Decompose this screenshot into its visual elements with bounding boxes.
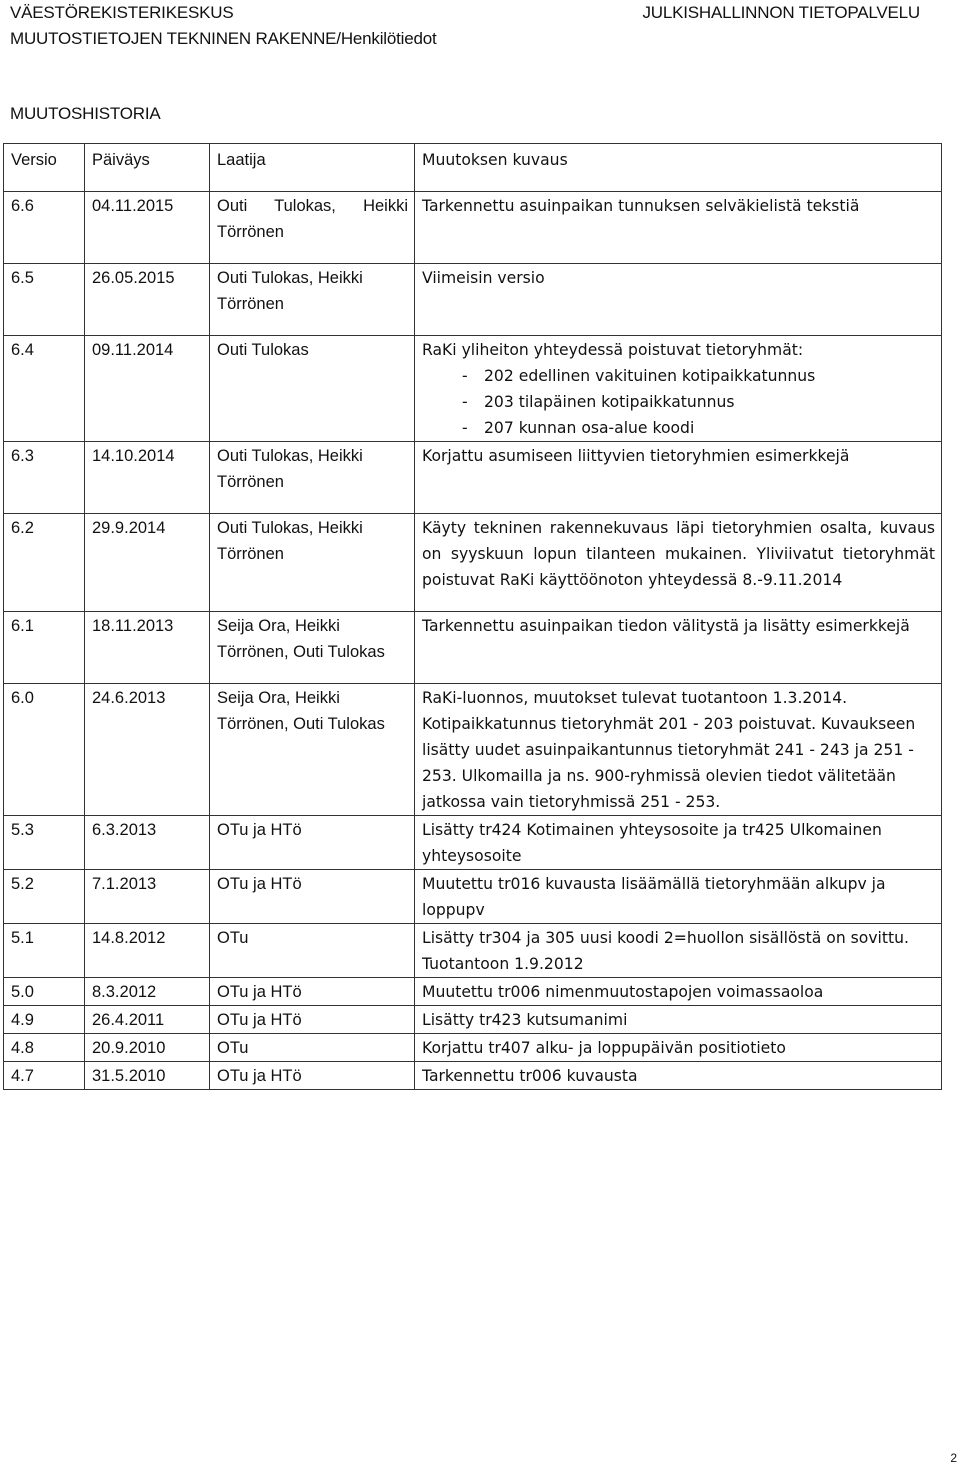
row-author: Seija Ora, Heikki Törrönen, Outi Tulokas — [210, 684, 415, 816]
bullet-item: - 202 edellinen vakituinen kotipaikkatunnus — [462, 363, 935, 389]
row-version: 5.3 — [4, 816, 85, 870]
table-row — [4, 192, 942, 264]
header-version: Versio — [4, 144, 85, 192]
row-author: Seija Ora, Heikki Törrönen, Outi Tulokas — [210, 612, 415, 684]
header-description: Muutoksen kuvaus — [415, 144, 942, 192]
row-date: 04.11.2015 — [85, 192, 210, 264]
row-description: Korjattu asumiseen liittyvien tietoryhmien esimerkkejä — [415, 442, 942, 514]
table-row — [4, 816, 942, 870]
row-description: Tarkennettu asuinpaikan tunnuksen selväkielistä tekstiä — [415, 192, 942, 264]
table-header-row — [4, 144, 942, 192]
row-date: 29.9.2014 — [85, 514, 210, 612]
row-description — [415, 684, 942, 816]
row-date: 26.4.2011 — [85, 1006, 210, 1034]
row-author: OTu ja HTö — [210, 1062, 415, 1090]
row-description: Muutettu tr006 nimenmuutostapojen voimassaoloa — [415, 978, 942, 1006]
row-author: Outi Tulokas, Heikki Törrönen — [210, 442, 415, 514]
row-description: Korjattu tr407 alku- ja loppupäivän positiotieto — [415, 1034, 942, 1062]
bullet-item: - 207 kunnan osa-alue koodi — [462, 415, 935, 441]
row-date: 31.5.2010 — [85, 1062, 210, 1090]
section-title: MUUTOSHISTORIA — [10, 104, 161, 123]
row-version: 6.1 — [4, 612, 85, 684]
row-version: 4.8 — [4, 1034, 85, 1062]
row-date: 8.3.2012 — [85, 978, 210, 1006]
row-author: OTu — [210, 1034, 415, 1062]
row-date: 14.10.2014 — [85, 442, 210, 514]
row-date: 24.6.2013 — [85, 684, 210, 816]
description-line: RaKi-luonnos, muutokset tulevat tuotantoon 1.3.2014. — [422, 689, 848, 707]
row-version: 6.4 — [4, 336, 85, 442]
table-row — [4, 612, 942, 684]
row-description: Lisätty tr423 kutsumanimi — [415, 1006, 942, 1034]
bullet-item: - 203 tilapäinen kotipaikkatunnus — [462, 389, 935, 415]
row-date: 6.3.2013 — [85, 816, 210, 870]
row-version: 5.1 — [4, 924, 85, 978]
table-row — [4, 514, 942, 612]
row-version: 6.5 — [4, 264, 85, 336]
row-description: Lisätty tr304 ja 305 uusi koodi 2=huollon sisällöstä on sovittu. Tuotantoon 1.9.2012 — [415, 924, 942, 978]
row-version: 6.6 — [4, 192, 85, 264]
row-version: 6.3 — [4, 442, 85, 514]
table-row — [4, 978, 942, 1006]
row-author: Outi Tulokas — [210, 336, 415, 442]
row-version: 5.0 — [4, 978, 85, 1006]
table-row — [4, 684, 942, 816]
row-author: OTu — [210, 924, 415, 978]
row-author: OTu ja HTö — [210, 816, 415, 870]
row-version: 4.7 — [4, 1062, 85, 1090]
row-description: Tarkennettu tr006 kuvausta — [415, 1062, 942, 1090]
row-description: Muutettu tr016 kuvausta lisäämällä tietoryhmään alkupv ja loppupv — [415, 870, 942, 924]
header-date: Päiväys — [85, 144, 210, 192]
row-date: 18.11.2013 — [85, 612, 210, 684]
row-author: OTu ja HTö — [210, 978, 415, 1006]
table-row — [4, 870, 942, 924]
row-date: 20.9.2010 — [85, 1034, 210, 1062]
row-author: Outi Tulokas, Heikki Törrönen — [210, 514, 415, 612]
change-history-table — [3, 143, 942, 1090]
row-description — [415, 336, 942, 442]
row-author: OTu ja HTö — [210, 1006, 415, 1034]
row-version: 4.9 — [4, 1006, 85, 1034]
header-author: Laatija — [210, 144, 415, 192]
table-row — [4, 336, 942, 442]
row-description: Käyty tekninen rakennekuvaus läpi tietoryhmien osalta, kuvaus on syyskuun lopun tilanteen mukainen. Yliviivatut tietoryhmät poistuvat RaKi käyttöönoton yhteydessä 8.-9.11.2014 — [415, 514, 942, 612]
table-row — [4, 1062, 942, 1090]
row-version: 6.2 — [4, 514, 85, 612]
row-date: 26.05.2015 — [85, 264, 210, 336]
row-description: Tarkennettu asuinpaikan tiedon välitystä ja lisätty esimerkkejä — [415, 612, 942, 684]
table-row — [4, 264, 942, 336]
bullet-list — [422, 363, 935, 441]
row-date: 09.11.2014 — [85, 336, 210, 442]
table-row — [4, 442, 942, 514]
row-version: 5.2 — [4, 870, 85, 924]
row-date: 7.1.2013 — [85, 870, 210, 924]
organization-name: VÄESTÖREKISTERIKESKUS — [10, 3, 234, 22]
department-name: JULKISHALLINNON TIETOPALVELU — [642, 3, 920, 22]
row-author: Outi Tulokas, Heikki Törrönen — [210, 264, 415, 336]
document-title: MUUTOSTIETOJEN TEKNINEN RAKENNE/Henkilötiedot — [10, 29, 437, 48]
row-description: Viimeisin versio — [415, 264, 942, 336]
row-author: OTu ja HTö — [210, 870, 415, 924]
page-number: 2 — [950, 1451, 957, 1465]
row-author: Outi Tulokas, Heikki Törrönen — [210, 192, 415, 264]
row-description: Lisätty tr424 Kotimainen yhteysosoite ja tr425 Ulkomainen yhteysosoite — [415, 816, 942, 870]
description-line: Kotipaikkatunnus tietoryhmät 201 - 203 poistuvat. Kuvaukseen lisätty uudet asuinpaikantunnus tietoryhmät 241 - 243 ja 251 - 253. Ulkomailla ja ns. 900-ryhmissä olevien tiedot välitetään jatkossa vain tietoryhmissä 251 - 253. — [422, 715, 916, 811]
description-intro: RaKi yliheiton yhteydessä poistuvat tietoryhmät: — [422, 341, 804, 359]
table-row — [4, 1006, 942, 1034]
row-version: 6.0 — [4, 684, 85, 816]
table-row — [4, 1034, 942, 1062]
row-date: 14.8.2012 — [85, 924, 210, 978]
table-row — [4, 924, 942, 978]
